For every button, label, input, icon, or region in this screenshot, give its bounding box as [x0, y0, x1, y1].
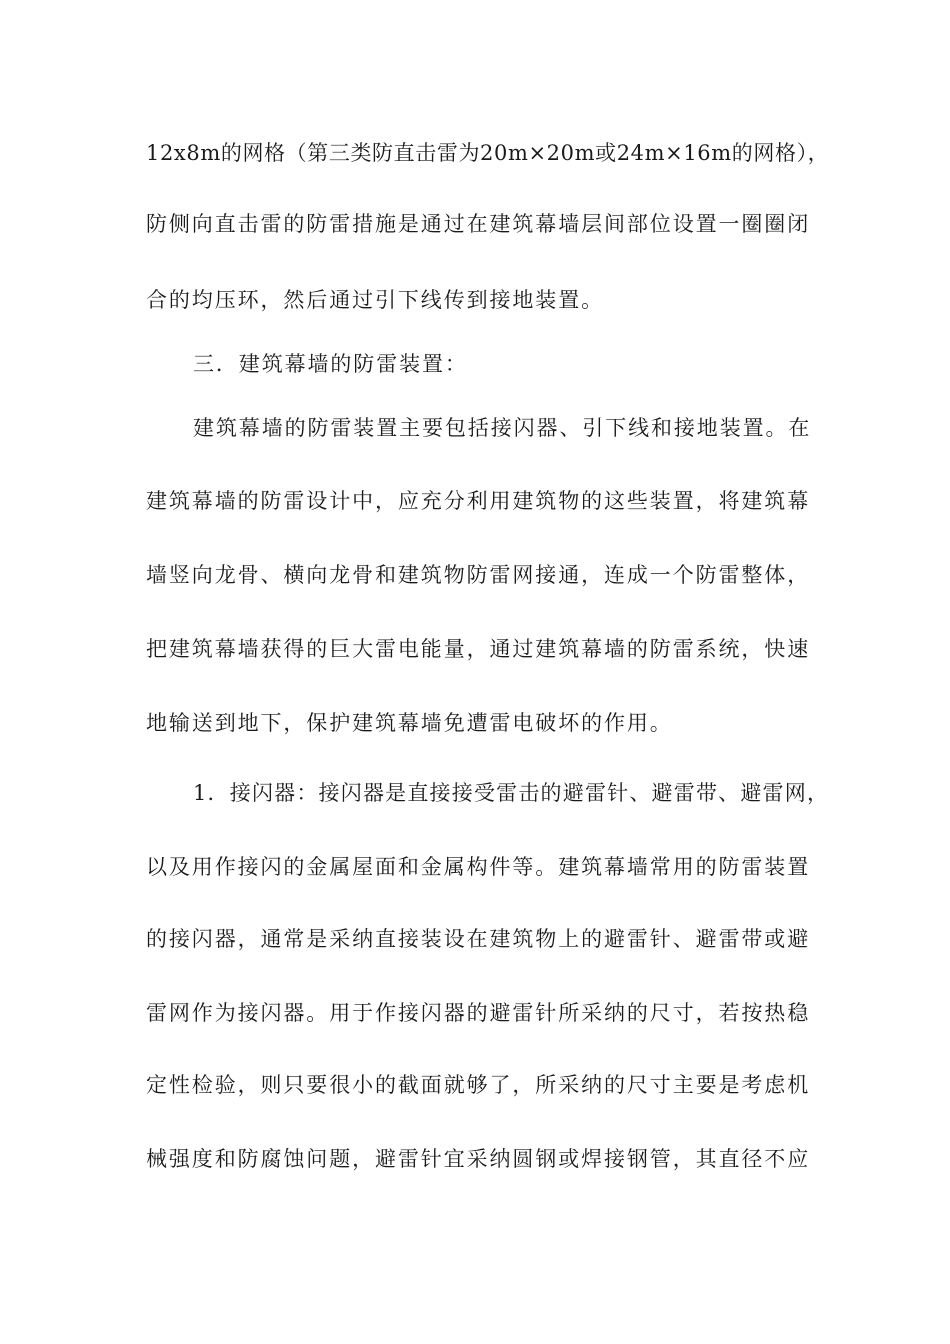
- text-line: 械强度和防腐蚀问题，避雷针宜采纳圆钢或焊接钢管，其直径不应: [146, 1147, 811, 1171]
- text-line: 12x8m的网格（第三类防直击雷为20m×20m或24m×16m的网格），: [146, 141, 830, 165]
- text-line: 墙竖向龙骨、横向龙骨和建筑物防雷网接通，连成一个防雷整体，: [146, 563, 811, 587]
- text-line: 防侧向直击雷的防雷措施是通过在建筑幕墙层间部位设置一圈圈闭: [146, 212, 811, 236]
- text-line: 以及用作接闪的金属屋面和金属构件等。建筑幕墙常用的防雷装置: [146, 855, 811, 879]
- text-line: 地输送到地下，保护建筑幕墙免遭雷电破坏的作用。: [146, 711, 673, 735]
- text-line: 合的均压环，然后通过引下线传到接地装置。: [146, 288, 604, 312]
- text-line: 把建筑幕墙获得的巨大雷电能量，通过建筑幕墙的防雷系统，快速: [146, 637, 811, 661]
- text-line: 的接闪器，通常是采纳直接装设在建筑物上的避雷针、避雷带或避: [146, 927, 811, 951]
- text-line: 建筑幕墙的防雷设计中，应充分利用建筑物的这些装置，将建筑幕: [146, 489, 811, 513]
- text-line: 雷网作为接闪器。用于作接闪器的避雷针所采纳的尺寸，若按热稳: [146, 1001, 811, 1025]
- paragraph-first-line: 建筑幕墙的防雷装置主要包括接闪器、引下线和接地装置。在: [193, 416, 812, 440]
- text-line: 定性检验，则只要很小的截面就够了，所采纳的尺寸主要是考虑机: [146, 1073, 811, 1097]
- section-heading: 三．建筑幕墙的防雷装置：: [193, 352, 468, 376]
- list-item-first-line: 1．接闪器：接闪器是直接接受雷击的避雷针、避雷带、避雷网，: [193, 781, 830, 805]
